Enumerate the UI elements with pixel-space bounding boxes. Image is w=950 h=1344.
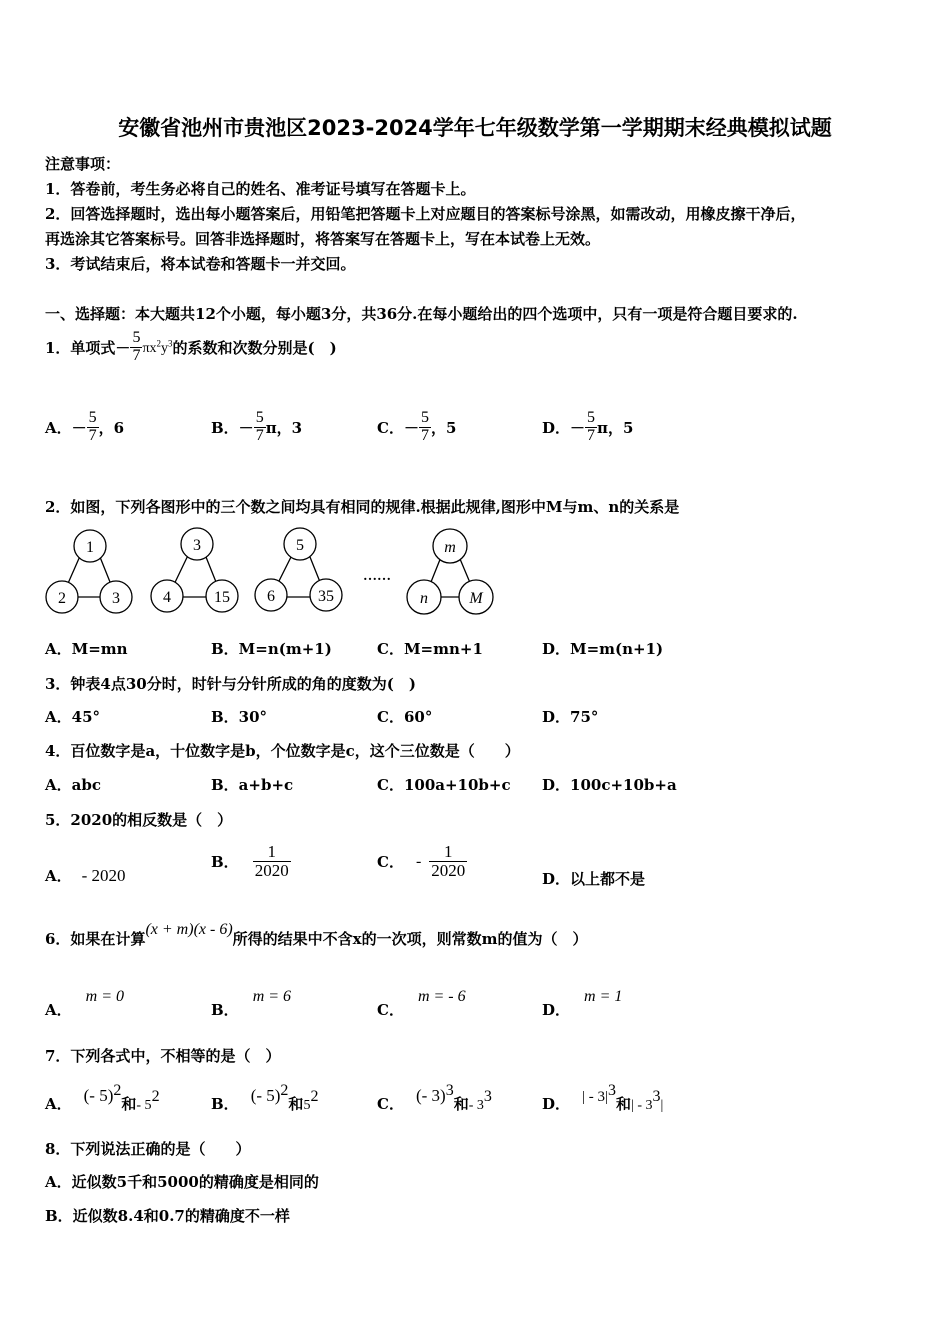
- q8-option-a[interactable]: A．近似数5千和5000的精确度是相同的: [45, 1173, 319, 1191]
- q6-option-c[interactable]: C．m = - 6: [377, 988, 466, 1019]
- fig3-left: 6: [267, 588, 275, 605]
- q6-option-b[interactable]: B．m = 6: [211, 988, 292, 1019]
- q5-a-value: - 2020: [81, 866, 126, 885]
- q1-frac-num: 5: [132, 329, 141, 346]
- q3-option-a[interactable]: A．45°: [45, 708, 101, 726]
- fig-dots: ……: [363, 569, 391, 584]
- q7-option-a[interactable]: A． (- 5)$^2$和- $5^2$: [45, 1082, 160, 1113]
- q1-pre: 1．单项式－: [45, 338, 131, 357]
- q8-option-b[interactable]: B．近似数8.4和0.7的精确度不一样: [45, 1207, 290, 1225]
- fig2-right: 15: [214, 589, 230, 606]
- q3-option-d[interactable]: D．75°: [542, 708, 599, 726]
- q1-y: y: [161, 340, 169, 356]
- q7-option-c[interactable]: C． (- 3)$^3$和- $3^3$: [377, 1082, 492, 1113]
- fig4-right: M: [469, 590, 483, 607]
- notice-item: 1．答卷前，考生务必将自己的姓名、准考证号填写在答题卡上。: [45, 180, 476, 198]
- q3-option-b[interactable]: B．30°: [211, 708, 268, 726]
- notice-item: 再选涂其它答案标号。回答非选择题时，将答案写在答题卡上，写在本试卷上无效。: [45, 230, 601, 248]
- fig3-right: 35: [318, 588, 334, 605]
- q7-option-b[interactable]: B． (- 5)$^2$和$5^2$: [211, 1082, 319, 1113]
- q5-option-c[interactable]: C． - $\frac{1}{2020}$: [377, 842, 466, 880]
- fig1-top: 1: [86, 539, 94, 556]
- notice-heading: 注意事项：: [45, 155, 121, 173]
- q3-option-c[interactable]: C．60°: [377, 708, 433, 726]
- q2-figures: [40, 522, 510, 622]
- question-4: 4．百位数字是a，十位数字是b，个位数字是c，这个三位数是（ ）: [45, 742, 520, 760]
- q1-option-d[interactable]: D．－ $\frac{5}{7}$ π，5: [542, 409, 634, 444]
- q6-expression: (x + m)(x - 6): [145, 921, 233, 938]
- q2-option-b[interactable]: B．M=n(m+1): [211, 640, 332, 658]
- q1-option-a[interactable]: A．－ $\frac{5}{7}$ ，6: [45, 409, 125, 444]
- q4-option-b[interactable]: B．a+b+c: [211, 776, 294, 794]
- q1-post: 的系数和次数分别是( ): [172, 338, 337, 357]
- q2-option-a[interactable]: A．M=mn: [45, 640, 128, 658]
- q1-x: x: [149, 340, 157, 356]
- q1-x-exp: 2: [156, 337, 162, 348]
- question-8: 8．下列说法正确的是（ ）: [45, 1140, 251, 1158]
- section-heading: 一、选择题：本大题共12个小题，每小题3分，共36分.在每小题给出的四个选项中，只有一项是符合题目要求的.: [45, 305, 798, 323]
- q1-option-c[interactable]: C．－ $\frac{5}{7}$ ，5: [377, 409, 457, 444]
- q4-option-c[interactable]: C．100a+10b+c: [377, 776, 511, 794]
- question-6: 6．如果在计算(x + m)(x - 6)所得的结果中不含x的一次项，则常数m的值为（ ）: [45, 921, 588, 948]
- fig2-top: 3: [193, 537, 201, 554]
- q4-option-a[interactable]: A．abc: [45, 776, 101, 794]
- q6-option-a[interactable]: A．m = 0: [45, 988, 124, 1019]
- q2-option-d[interactable]: D．M=m(n+1): [542, 640, 664, 658]
- q1-y-exp: 3: [168, 337, 173, 348]
- fig2-left: 4: [163, 589, 171, 606]
- page-title: 安徽省池州市贵池区2023-2024学年七年级数学第一学期期末经典模拟试题: [118, 116, 832, 140]
- q1-fraction: [130, 330, 142, 365]
- q7-option-d[interactable]: D． | - $3|^3$和| - $3^3|$: [542, 1082, 664, 1113]
- q5-option-d[interactable]: D．以上都不是: [542, 870, 646, 888]
- question-2: 2．如图，下列各图形中的三个数之间均具有相同的规律.根据此规律,图形中M与m、n的关系是: [45, 498, 680, 516]
- q2-option-c[interactable]: C．M=mn+1: [377, 640, 483, 658]
- q1-pi: π: [142, 340, 150, 356]
- fig3-top: 5: [296, 537, 304, 554]
- question-7: 7．下列各式中，不相等的是（ ）: [45, 1047, 281, 1065]
- notice-item: 3．考试结束后，将本试卷和答题卡一并交回。: [45, 255, 356, 273]
- q1-option-b[interactable]: B．－ $\frac{5}{7}$ π，3: [211, 409, 303, 444]
- question-3: 3．钟表4点30分时，时针与分针所成的角的度数为( ): [45, 675, 416, 693]
- notice-item: 2．回答选择题时，选出每小题答案后，用铅笔把答题卡上对应题目的答案标号涂黑，如需改动，用橡皮擦干净后，: [45, 205, 806, 223]
- q5-option-b[interactable]: B． $\frac{1}{2020}$: [211, 842, 289, 880]
- fig4-left: n: [420, 590, 428, 607]
- question-5: 5．2020的相反数是（ ）: [45, 811, 233, 829]
- fig1-left: 2: [58, 590, 66, 607]
- q1-frac-den: 7: [132, 346, 141, 364]
- fig4-top: m: [444, 539, 456, 556]
- q5-option-a[interactable]: A． - 2020: [45, 866, 126, 885]
- fig1-right: 3: [112, 590, 120, 607]
- q4-option-d[interactable]: D．100c+10b+a: [542, 776, 677, 794]
- q6-option-d[interactable]: D．m = 1: [542, 988, 623, 1019]
- question-1: [45, 330, 337, 365]
